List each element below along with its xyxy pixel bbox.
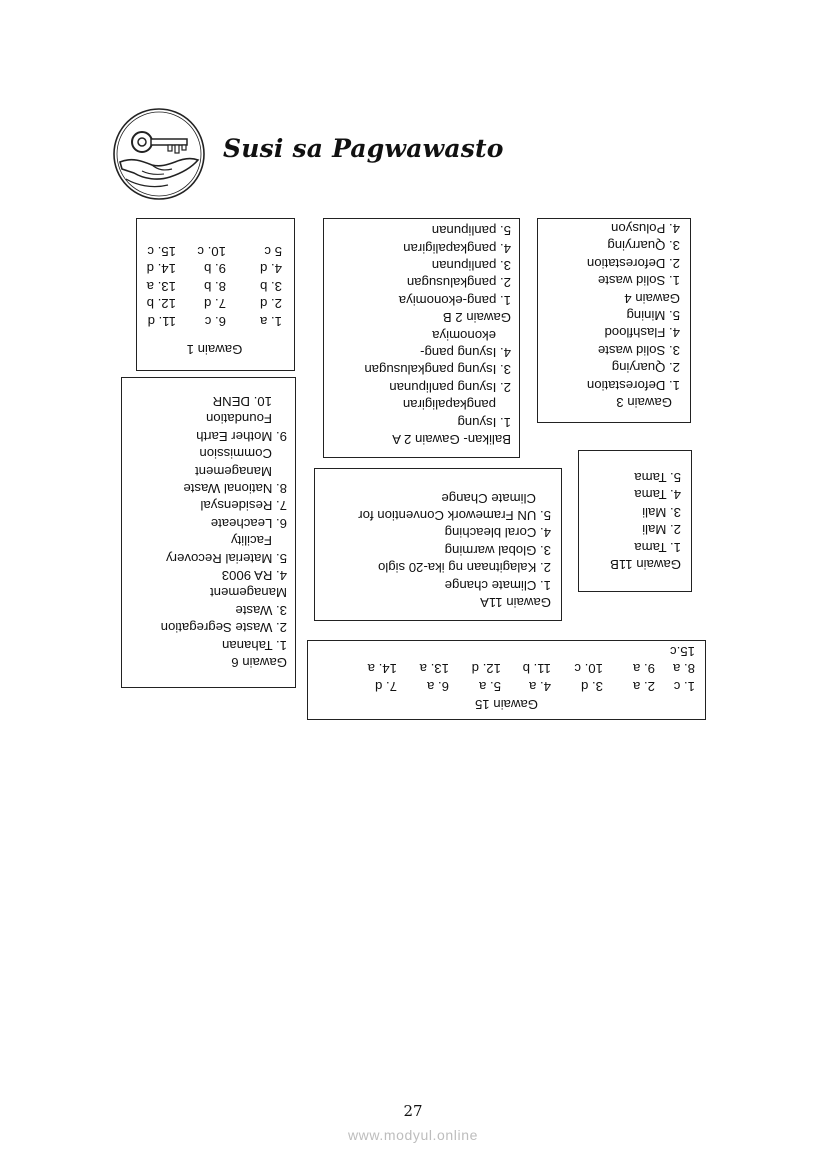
answer: 8. b	[204, 278, 226, 294]
list-item: 5. Tama	[634, 469, 681, 485]
gawain-3-box	[537, 218, 691, 423]
answer: 7. d	[375, 678, 397, 694]
gawain-15-title: Gawain 15	[474, 697, 539, 712]
gawain-1-title: Gawain 1	[186, 342, 243, 357]
list-item: 3. Solid waste	[597, 342, 680, 358]
balikan-title: Balikan- Gawain 2 A	[392, 432, 511, 447]
list-item: 9. Mother Earth	[196, 428, 287, 444]
answer: 5. a	[479, 678, 501, 694]
list-item: 2. Kalagitnaan ng ika-20 siglo	[377, 560, 551, 576]
balikan-gawain-2-box	[323, 218, 520, 458]
answer: 10. c	[197, 243, 226, 259]
list-item: 4. pangkapaligiran	[403, 240, 511, 256]
answer: 14. d	[146, 261, 176, 277]
list-item: 2. Quarying	[611, 360, 680, 376]
list-item: 2. pangkalusugan	[406, 275, 511, 291]
answer: 9. a	[633, 661, 655, 677]
answer: 6. a	[427, 678, 449, 694]
list-item: 1. Deforestation	[586, 377, 680, 393]
gawain-3-title: Gawain 3	[616, 395, 672, 410]
gawain-6-box	[121, 377, 296, 688]
list-item: 4. Coral bleaching	[444, 525, 551, 541]
list-item: Foundation	[206, 411, 272, 427]
answer: 2. a	[633, 678, 655, 694]
list-item: 8. National Waste	[183, 480, 287, 496]
answer: 2. d	[260, 296, 282, 312]
key-in-hand-icon	[112, 107, 206, 201]
answer: 7. d	[204, 296, 226, 312]
list-item: 4. Polusyon	[611, 220, 680, 236]
answer: 11. d	[147, 313, 176, 329]
list-item: 2. Isyung panlipunan	[389, 379, 511, 395]
gawain-6-title: Gawain 6	[231, 655, 287, 670]
answer: 4. a	[529, 678, 551, 694]
list-item: 1. Isyung	[457, 414, 511, 430]
list-item: 1. Tahanan	[221, 637, 287, 653]
list-item: 3. Quarrying	[607, 238, 680, 254]
answer: 11. b	[522, 661, 551, 677]
answer: 12. d	[471, 661, 501, 677]
list-item: pangkapaligiran	[402, 397, 496, 413]
list-item: 4. RA 9003	[221, 567, 287, 583]
gawain-11a-title: Gawain 11A	[480, 595, 551, 610]
gawain-11b-title: Gawain 11B	[610, 557, 681, 572]
answer: 1. c	[673, 678, 695, 694]
answer: 13. a	[419, 661, 449, 677]
list-item: 1. Solid waste	[597, 273, 680, 289]
list-item: ekonomiya	[432, 327, 496, 343]
list-item: 2. Mali	[642, 522, 681, 538]
list-item: 10. DENR	[212, 393, 272, 409]
list-item: 1. Tama	[634, 539, 681, 555]
list-item: Climate Change	[441, 490, 536, 506]
list-item: Management	[210, 585, 287, 601]
list-item: 1. Climate change	[444, 577, 551, 593]
answer: 8. a	[673, 661, 695, 677]
list-item: 6. Leacheate	[210, 515, 287, 531]
gawain-4-title: Gawain 4	[624, 290, 680, 306]
list-item: 5. Mining	[626, 307, 680, 323]
list-item: 4. Flashflood	[604, 325, 680, 341]
page-title: Susi sa Pagwawasto	[223, 134, 504, 163]
list-item: 5. panlipunan	[431, 223, 511, 239]
gawain-15-box	[307, 640, 706, 720]
watermark: www.modyul.online	[347, 1127, 479, 1143]
list-item: 2. Waste Segregation	[160, 620, 287, 636]
answer: 14. a	[367, 661, 397, 677]
gawain-2b-title: Gawain 2 B	[442, 310, 511, 326]
list-item: Commission	[199, 446, 272, 462]
page-number: 27	[403, 1102, 423, 1120]
answer: 15.c	[670, 643, 695, 659]
list-item: 3. panlipunan	[431, 257, 511, 273]
list-item: 4. Isyung pang-	[420, 344, 511, 360]
answer: 13. a	[146, 278, 176, 294]
answer: 12. b	[146, 296, 176, 312]
list-item: 2. Deforestation	[586, 255, 680, 271]
list-item: 3. Mali	[642, 504, 681, 520]
gawain-11b-box	[578, 450, 692, 592]
list-item: Management	[195, 463, 272, 479]
list-item: 5. Material Recovery	[166, 550, 287, 566]
gawain-1-box	[136, 218, 295, 371]
answer: 3. b	[260, 278, 282, 294]
answer: 4. d	[260, 261, 282, 277]
list-item: 3. Global warming	[444, 542, 551, 558]
answer: 15. c	[147, 243, 176, 259]
gawain-11a-box	[314, 468, 562, 621]
answer: 10. c	[574, 661, 603, 677]
list-item: 5. UN Framework Convention for	[358, 507, 551, 523]
list-item: 4. Tama	[634, 487, 681, 503]
list-item: 3. Waste	[235, 602, 287, 618]
answer: 6. c	[204, 313, 226, 329]
answer: 3. d	[581, 678, 603, 694]
list-item: 3. Isyung pangkalusugan	[364, 362, 511, 378]
answer: 5 c	[264, 243, 282, 259]
list-item: 1. pang-ekonomiya	[398, 292, 511, 308]
list-item: 7. Residensyal	[200, 498, 287, 514]
answer: 1. a	[260, 313, 282, 329]
answer: 9. b	[204, 261, 226, 277]
list-item: Facility	[230, 533, 272, 549]
